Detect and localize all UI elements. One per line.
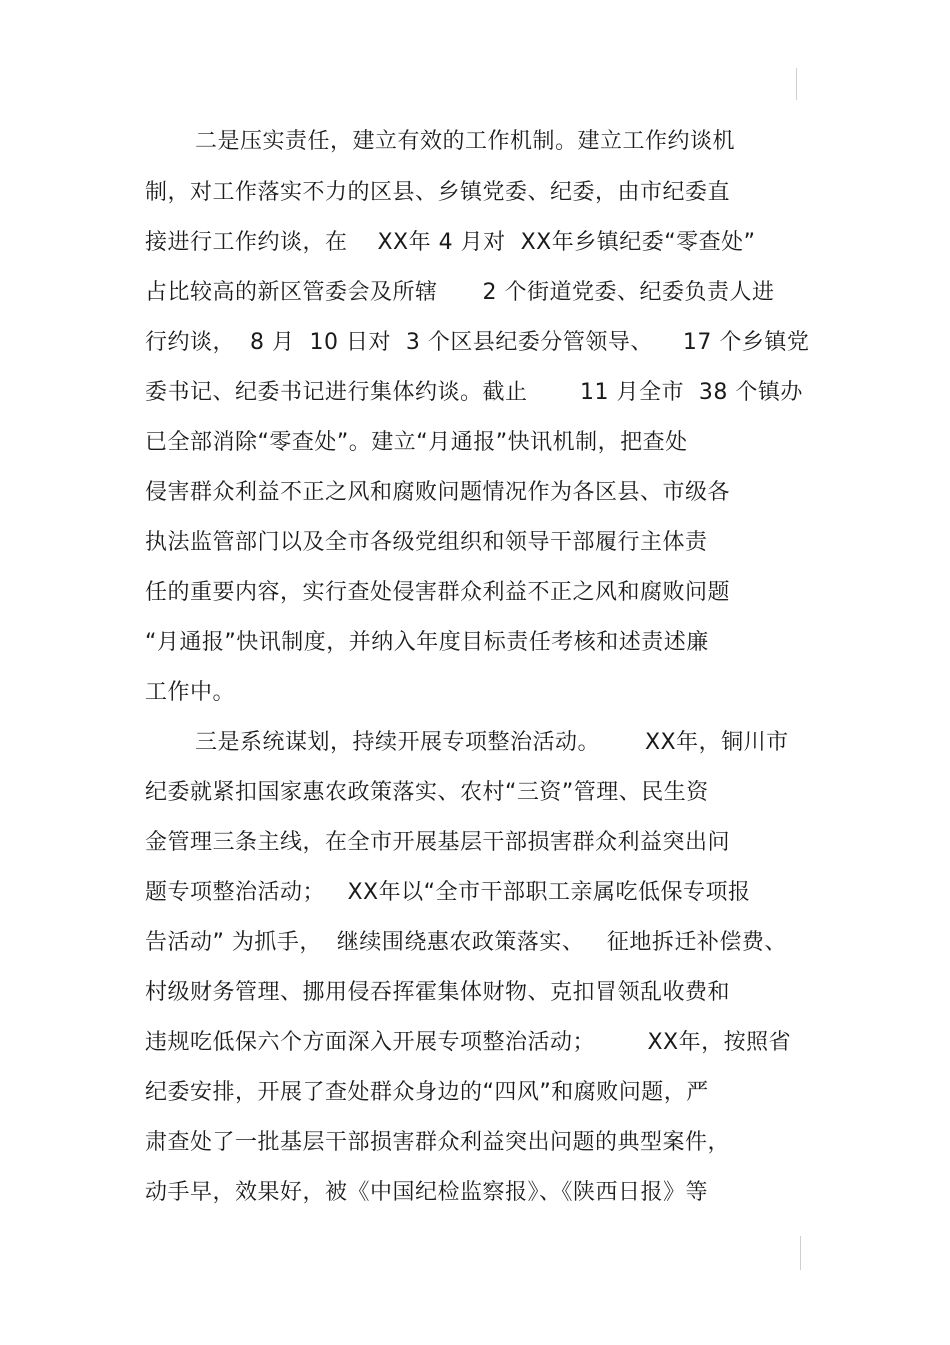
paragraph-line: 纪委就紧扣国家惠农政策落实、农村“三资”管理、民生资 [145,780,709,805]
paragraph-line: 违规吃低保六个方面深入开展专项整治活动； XX年，按照省 [145,1030,792,1055]
paragraph-line: 任的重要内容，实行查处侵害群众利益不正之风和腐败问题 [145,580,731,605]
page-margin-mark-top [796,68,797,100]
paragraph-line: 制，对工作落实不力的区县、乡镇党委、纪委，由市纪委直 [145,180,731,205]
paragraph-line: 委书记、纪委书记进行集体约谈。截止 11 月全市 38 个镇办 [145,380,803,405]
paragraph-line: 题专项整治活动； XX年以“全市干部职工亲属吃低保专项报 [145,880,751,905]
paragraph-line: 告活动” 为抓手， 继续围绕惠农政策落实、 征地拆迁补偿费、 [145,930,787,955]
paragraph-line: 占比较高的新区管委会及所辖 2 个街道党委、纪委负责人进 [145,280,775,305]
paragraph-line: 工作中。 [145,680,236,705]
paragraph-line: 村级财务管理、挪用侵吞挥霍集体财物、克扣冒领乱收费和 [145,980,731,1005]
paragraph-line: 金管理三条主线，在全市开展基层干部损害群众利益突出问 [145,830,731,855]
paragraph-line: 纪委安排，开展了查处群众身边的“四风”和腐败问题，严 [145,1080,709,1105]
paragraph-line: 执法监管部门以及全市各级党组织和领导干部履行主体责 [145,530,708,555]
paragraph-line: “月通报”快讯制度，并纳入年度目标责任考核和述责述廉 [145,630,709,655]
paragraph-line: 动手早，效果好，被《中国纪检监察报》、《陕西日报》等 [145,1180,709,1205]
paragraph-line: 二是压实责任，建立有效的工作机制。建立工作约谈机 [195,129,736,154]
paragraph-line: 侵害群众利益不正之风和腐败问题情况作为各区县、市级各 [145,480,731,505]
paragraph-line: 三是系统谋划，持续开展专项整治活动。 XX年，铜川市 [195,730,789,755]
paragraph-line: 接进行工作约谈，在 XX年 4 月对 XX年乡镇纪委“零查处” [145,230,756,255]
page-margin-mark-bottom [800,1236,801,1270]
paragraph-line: 行约谈， 8 月 10 日对 3 个区县纪委分管领导、 17 个乡镇党 [145,330,810,355]
paragraph-line: 已全部消除“零查处”。建立“月通报”快讯机制，把查处 [145,430,688,455]
paragraph-line: 肃查处了一批基层干部损害群众利益突出问题的典型案件， [145,1130,731,1155]
